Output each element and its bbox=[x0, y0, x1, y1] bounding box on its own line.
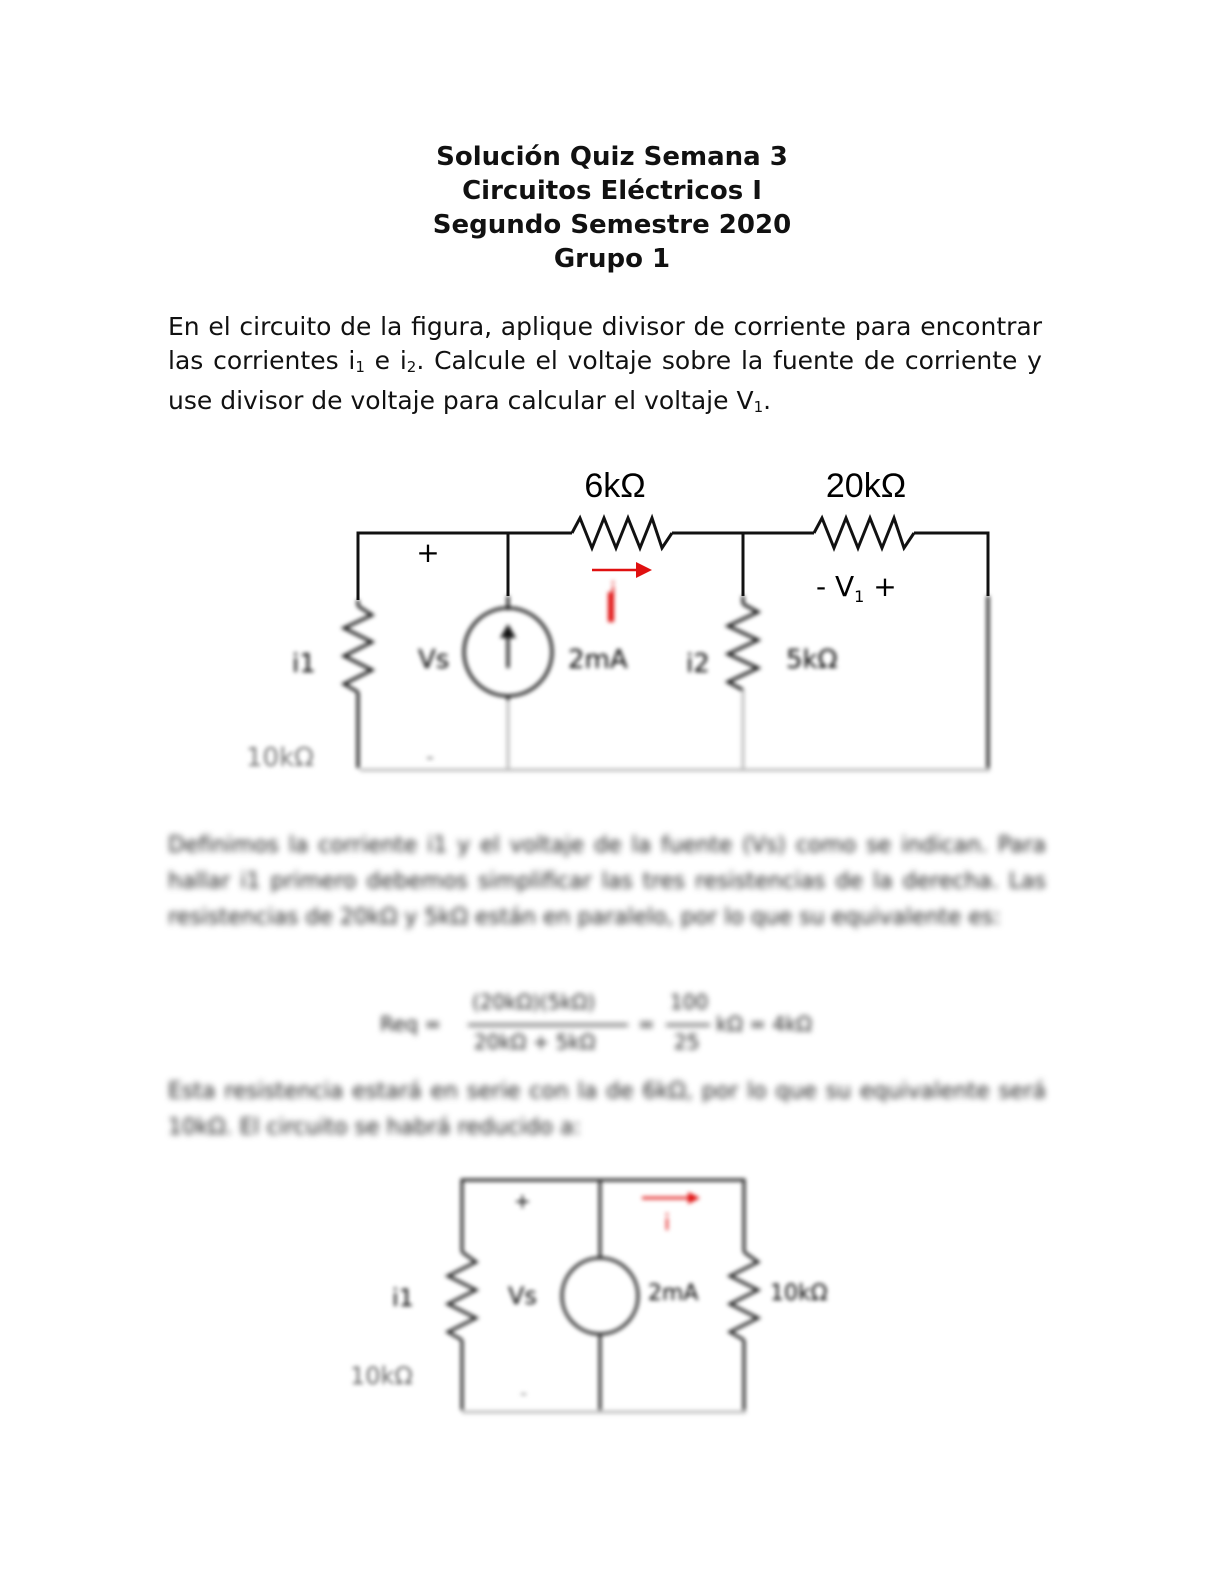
label-10k-right-fig2: 10kΩ bbox=[770, 1281, 828, 1306]
problem-text-2: e i bbox=[364, 346, 407, 375]
label-v1-minus: - V bbox=[816, 570, 855, 603]
title-line-2: Circuitos Eléctricos I bbox=[462, 176, 762, 206]
label-2ma-fig2: 2mA bbox=[648, 1281, 699, 1306]
label-minus: - bbox=[426, 745, 434, 770]
resistor-right-symbol bbox=[730, 1252, 758, 1340]
title-line-4: Grupo 1 bbox=[553, 244, 671, 274]
resistor-left-symbol bbox=[448, 1252, 476, 1340]
label-i1-fig2: i1 bbox=[392, 1284, 414, 1312]
formula-tail: kΩ = 4kΩ bbox=[716, 1012, 812, 1036]
label-v1-plus: + bbox=[864, 570, 897, 603]
formula-denominator: 20kΩ + 5kΩ bbox=[474, 1030, 596, 1054]
title-line-1: Solución Quiz Semana 3 bbox=[436, 142, 788, 172]
label-minus-fig2: - bbox=[520, 1381, 528, 1405]
label-i: i bbox=[610, 579, 617, 604]
title-line-3: Segundo Semestre 2020 bbox=[432, 210, 792, 240]
formula-lhs: Req = bbox=[380, 1012, 442, 1036]
problem-sub-1: 1 bbox=[355, 358, 365, 376]
solution-paragraph-2: Esta resistencia estará en serie con la de 6kΩ, por lo que su equivalente será 10kΩ. El circuito se habrá reducido a: bbox=[168, 1079, 1046, 1140]
formula-numerator-2: 100 bbox=[670, 990, 709, 1014]
label-10k: 10kΩ bbox=[246, 743, 315, 773]
source-symbol-2 bbox=[562, 1258, 638, 1334]
label-i1: i1 bbox=[292, 649, 316, 679]
label-20k: 20kΩ bbox=[825, 467, 907, 505]
label-plus: + bbox=[416, 536, 440, 569]
label-vs: Vs bbox=[418, 645, 450, 675]
label-i2: i2 bbox=[686, 649, 710, 679]
solution-paragraph-1: Definimos la corriente i1 y el voltaje de la fuente (Vs) como se indican. Para hallar i1 primero debemos simplificar las tres resistencias de la derecha. Las resistencias de 20kΩ y 5kΩ están en paralelo, por lo que su equivalente es: bbox=[168, 833, 1046, 930]
formula-numerator: (20kΩ)(5kΩ) bbox=[472, 990, 596, 1014]
problem-text-1: En el circuito de la figura, aplique divisor de corriente para encontrar las corrientes i bbox=[168, 312, 1042, 375]
formula-denominator-2: 25 bbox=[674, 1030, 700, 1054]
label-6k: 6kΩ bbox=[584, 467, 646, 505]
label-5k: 5kΩ bbox=[786, 645, 838, 675]
label-10k-left-fig2: 10kΩ bbox=[350, 1362, 413, 1390]
label-v1-sub: 1 bbox=[854, 587, 865, 606]
label-vs-fig2: Vs bbox=[508, 1282, 537, 1310]
label-2ma: 2mA bbox=[568, 645, 628, 675]
problem-text-4: . bbox=[763, 386, 772, 415]
label-i-fig2: i bbox=[664, 1211, 671, 1236]
problem-sub-3: 1 bbox=[753, 398, 764, 416]
label-plus-fig2: + bbox=[514, 1189, 531, 1213]
problem-text-3: . Calcule el voltaje sobre la fuente de corriente y use divisor de voltaje para calcular el voltaje V bbox=[168, 346, 1042, 415]
formula-equals: = bbox=[638, 1012, 655, 1036]
problem-sub-2: 2 bbox=[406, 358, 417, 376]
